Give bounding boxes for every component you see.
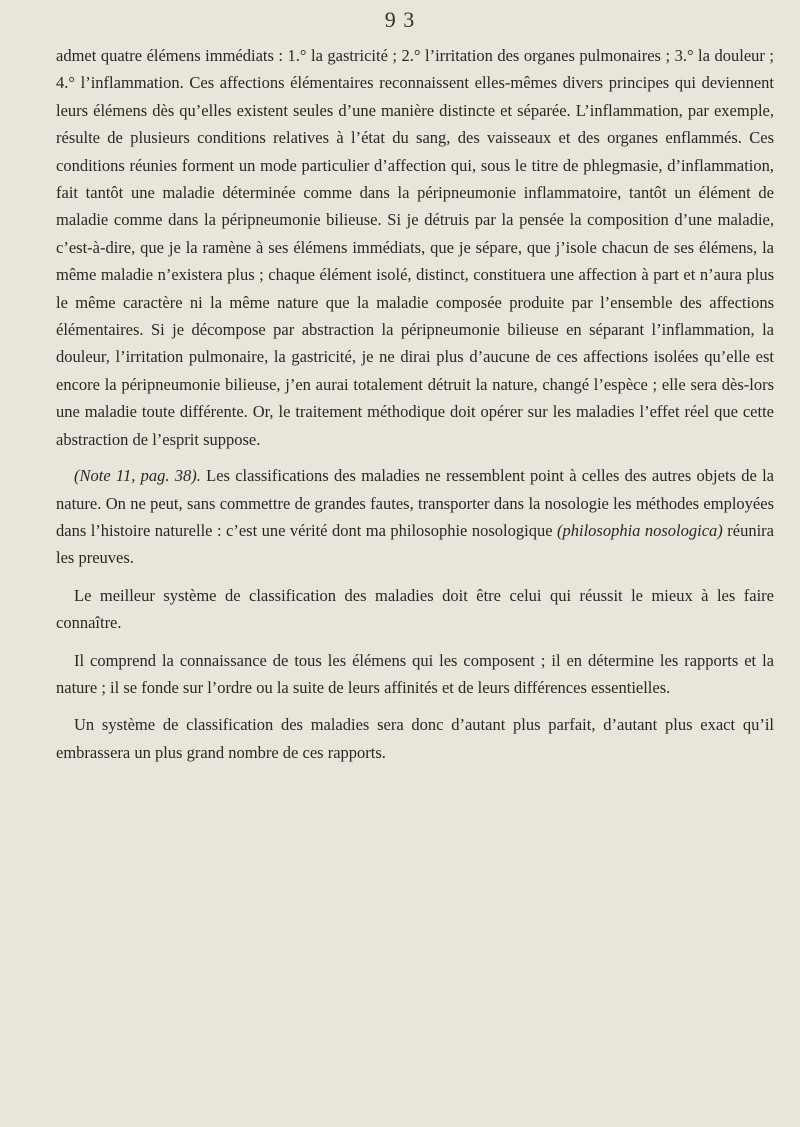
body-text [56,42,774,766]
paragraph-5: Un système de classification des maladies sera donc d’autant plus parfait, d’autant plus exact qu’il embrassera un plus grand nombre de ces rapports. [56,715,774,762]
paragraph-2-note [56,462,774,572]
paragraph-3: Le meilleur système de classification des maladies doit être celui qui réussit le mieux à les faire connaître. [56,585,774,633]
note-reference: (Note 11, pag. 38). [74,466,201,486]
page-number: 9 3 [384,7,416,32]
paragraph-2-end: réunira les preuves. [56,520,774,568]
paragraph-1: admet quatre élémens immédiats : 1.° la gastricité ; 2.° l’irritation des organes pulmonaires ; 3.° la douleur ; 4.° l’inflammation. Ces affections élémentaires reconnaissent elles-mêmes divers principes qui deviennent leurs élémens dès qu’elles existent seules d’une manière distincte et séparée. L’inflammation, par exemple, résulte de plusieurs conditions relatives à l’état du sang, des vaisseaux et des organes enflammés. Ces conditions réunies forment un mode particulier d’affection qui, sous le titre de phlegmasie, d’inflammation, fait tantôt une maladie déterminée comme dans la péripneumonie inflammatoire, tantôt un élément de maladie comme dans la péripneumonie bilieuse. Si je détruis par la pensée la composition d’une maladie, c’est-à-dire, que je la ramène à ses élémens immédiats, que je sépare, que j’isole chacun de ses élémens, la même maladie n’existera plus ; chaque élément isolé, distinct, constituera une affection à part et n’aura plus le même caractère ni la même nature que la maladie composée produite par l’ensemble des affections élémentaires. Si je décompose par abstraction la péripneumonie bilieuse en séparant l’inflammation, la douleur, l’irritation pulmonaire, la gastricité, je ne dirai plus d’aucune de ces affections isolées qu’elle est encore la péripneumonie bilieuse, j’en aurai totalement détruit la nature, changé l’espèce ; elle sera dès-lors une maladie toute différente. Or, le traitement méthodique doit opérer sur les maladies l’effet réel que cette abstraction de l’esprit suppose. [56,46,774,449]
paragraph-4: Il comprend la connaissance de tous les élémens qui les composent ; il en détermine les rapports et la nature ; il se fonde sur l’ordre ou la suite de leurs affinités et de leurs différences essentielles. [56,650,774,697]
latin-term: (philosophia nosologica) [556,520,723,540]
paragraph-2-text: Les classifications des maladies ne ressemblent point à celles des autres objets de la nature. On ne peut, sans commettre de grandes fautes, transporter dans la nosologie les méthodes employées dans l’histoire naturelle : c’est une vérité dont ma philosophie nosologique [56,466,774,540]
